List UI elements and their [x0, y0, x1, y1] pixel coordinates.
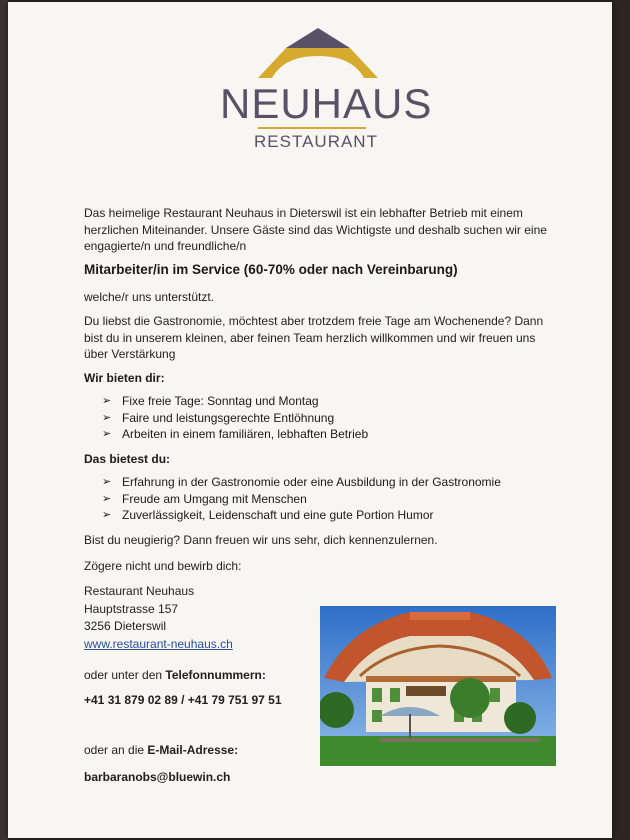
website-link[interactable]: www.restaurant-neuhaus.ch	[84, 636, 233, 651]
job-flyer	[8, 2, 612, 838]
email-label: E-Mail-Adresse:	[147, 743, 239, 757]
description-text: Du liebst die Gastronomie, möchtest aber trotzdem freie Tage am Wochenende? Dann bist du in unserem kleinen, aber feinen Team herzlich willkommen und wir freuen uns über Verstärkung	[84, 314, 544, 361]
requirements-heading: Das bietest du:	[84, 452, 171, 466]
list-item: ➢ Erfahrung in der Gastronomie oder eine Ausbildung in der Gastronomie	[102, 475, 501, 489]
brand-subtitle: RESTAURANT	[254, 132, 378, 151]
arrow-bullet-icon: ➢	[102, 411, 112, 424]
logo-divider	[258, 127, 366, 129]
arrow-bullet-icon: ➢	[102, 395, 112, 407]
support-text: welche/r uns unterstützt.	[84, 290, 215, 304]
intro-text: Das heimelige Restaurant Neuhaus in Dieterswil ist ein lebhafter Betrieb mit einem herzlichen Miteinander. Unsere Gäste sind das Wichtigste und deshalb suchen wir eine engagierte/n und freundliche/n	[84, 206, 547, 253]
offer-list	[102, 393, 368, 443]
brand-name: NEUHAUS	[220, 80, 433, 127]
list-item: ➢ Fixe freie Tage: Sonntag und Montag	[102, 394, 319, 408]
curious-text: Bist du neugierig? Dann freuen wir uns sehr, dich kennenzulernen.	[84, 533, 438, 547]
phone-prefix: oder unter den	[84, 668, 166, 682]
list-item: ➢ Arbeiten in einem familiären, lebhaften Betrieb	[102, 427, 369, 441]
requirements-list	[102, 474, 501, 524]
apply-text: Zögere nicht und bewirb dich:	[84, 559, 242, 573]
arrow-bullet-icon: ➢	[102, 428, 112, 440]
address-city: 3256 Dieterswil	[84, 619, 167, 633]
phone-numbers[interactable]: +41 31 879 02 89 / +41 79 751 97 51	[84, 693, 282, 707]
phone-label-line	[84, 667, 266, 684]
address-block	[84, 583, 233, 653]
email-address[interactable]: barbaranobs@bluewin.ch	[84, 770, 231, 784]
arrow-bullet-icon: ➢	[102, 476, 112, 488]
list-item: ➢ Zuverlässigkeit, Leidenschaft und eine gute Portion Humor	[102, 508, 434, 522]
phone-label: Telefonnummern:	[165, 668, 266, 682]
email-prefix: oder an die	[84, 743, 148, 757]
offer-heading: Wir bieten dir:	[84, 371, 165, 385]
background-edge	[0, 0, 8, 840]
email-label-line	[84, 742, 238, 759]
address-street: Hauptstrasse 157	[84, 601, 179, 616]
arrow-bullet-icon: ➢	[102, 509, 112, 521]
roof-logo-icon	[256, 26, 380, 82]
list-item: ➢ Faire und leistungsgerechte Entlöhnung	[102, 410, 335, 425]
restaurant-photo	[320, 606, 556, 766]
arrow-bullet-icon: ➢	[102, 492, 112, 505]
address-name: Restaurant Neuhaus	[84, 584, 195, 598]
list-item: ➢ Freude am Umgang mit Menschen	[102, 491, 307, 506]
job-title: Mitarbeiter/in im Service (60-70% oder nach Vereinbarung)	[84, 262, 458, 277]
